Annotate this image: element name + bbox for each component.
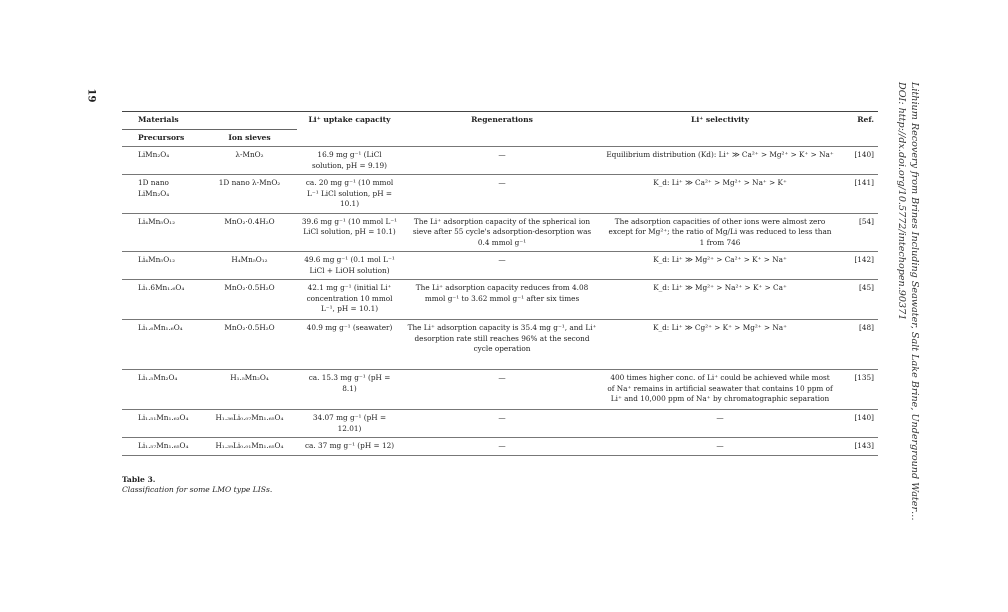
cell-sieve: MnO₂·0.5H₂O bbox=[224, 283, 275, 292]
cell-sieve: H₄Mn₅O₁₂ bbox=[231, 255, 268, 264]
cell-ref: [140] bbox=[854, 413, 875, 422]
cell-ref: [45] bbox=[859, 283, 875, 292]
cell-uptake: 42.1 mg g⁻¹ (initial Li⁺ concentration 10 mmol L⁻¹, pH = 10.1) bbox=[306, 283, 393, 313]
cell-uptake: ca. 15.3 mg g⁻¹ (pH = 8.1) bbox=[308, 373, 391, 393]
header-materials: Materials bbox=[122, 112, 297, 130]
cell-precursor: LiMn₂O₄ bbox=[138, 150, 170, 159]
cell-selectivity: — bbox=[716, 441, 724, 450]
table-row bbox=[122, 410, 878, 438]
page-number: 19 bbox=[85, 88, 97, 103]
cell-ref: [141] bbox=[854, 178, 875, 187]
cell-precursor: Li₁.₅Mn₂O₄ bbox=[138, 373, 178, 382]
cell-sieve: 1D nano λ-MnO₂ bbox=[218, 178, 281, 187]
cell-regen: The Li⁺ adsorption capacity of the spherical ion sieve after 55 cycle's adsorption-desorption was 0.4 mmol g⁻¹ bbox=[412, 216, 592, 247]
cell-ref: [142] bbox=[854, 255, 875, 264]
cell-sieve: H₁.₅Mn₂O₄ bbox=[230, 373, 269, 382]
cell-regen: — bbox=[498, 255, 506, 264]
header-selectivity: Li⁺ selectivity bbox=[602, 112, 838, 147]
cell-regen: — bbox=[498, 373, 506, 382]
cell-regen: — bbox=[498, 178, 506, 187]
doi-text: DOI: http://dx.doi.org/10.5772/intechopen.90371 bbox=[896, 82, 907, 321]
caption-text: Classification for some LMO type LISs. bbox=[122, 485, 273, 494]
header-ref: Ref. bbox=[838, 112, 878, 147]
cell-selectivity: — bbox=[716, 413, 724, 422]
cell-uptake: 39.6 mg g⁻¹ (10 mmol L⁻¹ LiCl solution, pH = 10.1) bbox=[301, 216, 398, 236]
table-row bbox=[122, 147, 878, 175]
cell-precursor: Li₁.₅₇Mn₁.₆₅O₄ bbox=[138, 441, 189, 450]
cell-sieve: H₁.₃₆Li₀.₀₇Mn₁.₆₅O₄ bbox=[215, 413, 284, 422]
cell-precursor: Li₁.₆Mn₁.₆O₄ bbox=[138, 323, 183, 332]
cell-uptake: ca. 20 mg g⁻¹ (10 mmol L⁻¹ LiCl solution, pH = 10.1) bbox=[305, 178, 394, 208]
cell-uptake: 40.9 mg g⁻¹ (seawater) bbox=[306, 323, 393, 332]
cell-precursor: 1D nano LiMn₂O₄ bbox=[138, 178, 170, 198]
cell-regen: The Li⁺ adsorption capacity reduces from 4.08 mmol g⁻¹ to 3.62 mmol g⁻¹ after six times bbox=[415, 283, 589, 303]
cell-regen: — bbox=[498, 441, 506, 450]
header-regenerations: Regenerations bbox=[402, 112, 602, 147]
table-row bbox=[122, 213, 878, 252]
cell-sieve: H₁.₃₉Li₀.₀₁Mn₁.₆₅O₄ bbox=[215, 441, 284, 450]
cell-precursor: Li₁.6Mn₁.₆O₄ bbox=[138, 283, 185, 292]
cell-precursor: Li₄Mn₅O₁₂ bbox=[138, 255, 176, 264]
cell-uptake: 16.9 mg g⁻¹ (LiCl solution, pH = 9.19) bbox=[311, 150, 388, 170]
classification-table bbox=[122, 111, 878, 456]
cell-selectivity: K_d: Li⁺ ≫ Mg²⁺ > Na²⁺ > K⁺ > Ca⁺ bbox=[653, 283, 787, 292]
cell-selectivity: K_d: Li⁺ ≫ Ca²⁺ > Mg²⁺ > Na⁺ > K⁺ bbox=[653, 178, 787, 187]
cell-sieve: MnO₂·0.4H₂O bbox=[224, 216, 275, 226]
running-title: Lithium Recovery from Brines Including Seawater, Salt Lake Brine, Underground Water… bbox=[909, 82, 920, 521]
cell-regen: — bbox=[498, 150, 506, 159]
cell-selectivity: K_d: Li⁺ ≫ Cg²⁺ > K⁺ > Mg²⁺ > Na⁺ bbox=[653, 323, 787, 332]
cell-ref: [54] bbox=[859, 216, 875, 226]
cell-ref: [48] bbox=[859, 323, 875, 332]
table-row bbox=[122, 320, 878, 370]
table-row bbox=[122, 438, 878, 456]
cell-uptake: 49.6 mg g⁻¹ (0.1 mol L⁻¹ LiCl + LiOH solution) bbox=[304, 255, 395, 275]
cell-sieve: MnO₂·0.5H₂O bbox=[224, 323, 275, 332]
cell-ref: [135] bbox=[854, 373, 875, 382]
header-uptake: Li⁺ uptake capacity bbox=[297, 112, 402, 147]
table-caption bbox=[122, 475, 272, 495]
cell-selectivity: 400 times higher conc. of Li⁺ could be achieved while most of Na⁺ remains in artificial seawater that contains 10 ppm of Li⁺ and 10,000 ppm of Na⁺ by chromatographic separation bbox=[607, 373, 833, 403]
cell-selectivity: Equilibrium distribution (Kd): Li⁺ ≫ Ca²⁺ > Mg²⁺ > K⁺ > Na⁺ bbox=[606, 150, 834, 159]
table-row bbox=[122, 252, 878, 280]
cell-uptake: ca. 37 mg g⁻¹ (pH = 12) bbox=[304, 441, 395, 450]
table-row bbox=[122, 175, 878, 214]
cell-ref: [143] bbox=[854, 441, 875, 450]
cell-ref: [140] bbox=[854, 150, 875, 159]
header-ion-sieves: Ion sieves bbox=[228, 132, 271, 142]
cell-sieve: λ-MnO₂ bbox=[235, 150, 264, 159]
table-row bbox=[122, 280, 878, 320]
cell-regen: The Li⁺ adsorption capacity is 35.4 mg g⁻¹, and Li⁺ desorption rate still reaches 96% at the second cycle operation bbox=[407, 323, 597, 353]
header-precursors: Precursors bbox=[138, 132, 185, 142]
cell-selectivity: The adsorption capacities of other ions were almost zero except for Mg²⁺; the ratio of Mg/Li was reduced to less than 1 from 746 bbox=[608, 216, 832, 247]
cell-precursor: Li₁.₅₁Mn₁.₆₃O₄ bbox=[138, 413, 189, 422]
cell-regen: — bbox=[498, 413, 506, 422]
table-row bbox=[122, 370, 878, 410]
running-header bbox=[896, 82, 921, 521]
cell-precursor: Li₄Mn₅O₁₂ bbox=[138, 216, 176, 226]
cell-selectivity: K_d: Li⁺ ≫ Mg²⁺ > Ca²⁺ > K⁺ > Na⁺ bbox=[653, 255, 787, 264]
caption-label: Table 3. bbox=[122, 475, 156, 484]
cell-uptake: 34.07 mg g⁻¹ (pH = 12.01) bbox=[312, 413, 387, 433]
